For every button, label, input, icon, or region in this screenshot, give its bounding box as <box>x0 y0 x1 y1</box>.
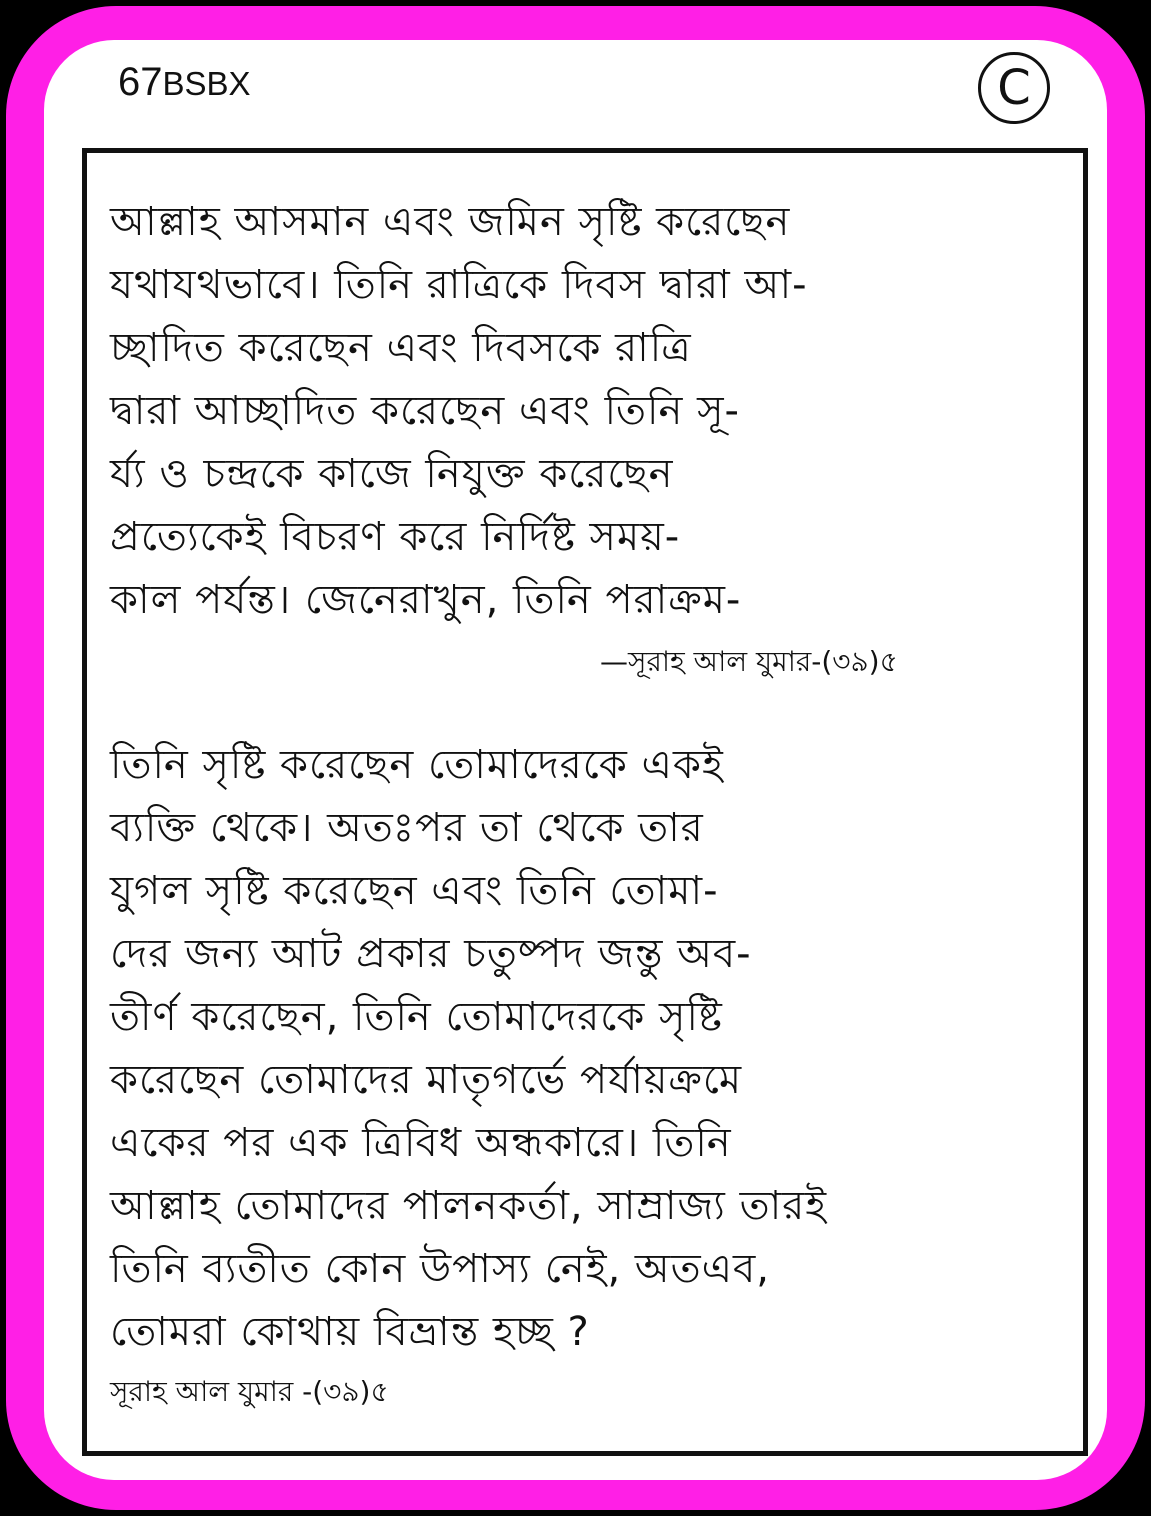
copyright-icon <box>978 52 1050 124</box>
passage-2-line: তিনি সৃষ্টি করেছেন তোমাদেরকে একই <box>110 742 724 788</box>
passage-2-line: করেছেন তোমাদের মাতৃগর্ভে পর্যায়ক্রমে <box>110 1057 743 1103</box>
passage-2-line: আল্লাহ তোমাদের পালনকর্তা, সাম্রাজ্য তারই <box>110 1183 828 1229</box>
passage-2-line: তীর্ণ করেছেন, তিনি তোমাদেরকে সৃষ্টি <box>110 994 723 1040</box>
passage-2-line: তোমরা কোথায় বিভ্রান্ত হচ্ছ ? <box>110 1309 590 1355</box>
passage-1-line: প্রত্যেকেই বিচরণ করে নির্দিষ্ট সময়- <box>110 514 681 560</box>
passage-2-line: ব্যক্তি থেকে। অতঃপর তা থেকে তার <box>110 805 704 851</box>
copyright-letter: C <box>997 60 1031 116</box>
passage-1-line: চ্ছাদিত করেছেন এবং দিবসকে রাত্রি <box>110 325 692 371</box>
card-code-suffix: BSBX <box>162 65 251 102</box>
passage-1-line: আল্লাহ আসমান এবং জমিন সৃষ্টি করেছেন <box>110 199 791 245</box>
passage-2-reference: সূরাহ আল যুমার -(৩৯)৫ <box>110 1375 389 1408</box>
passage-2-line: যুগল সৃষ্টি করেছেন এবং তিনি তোমা- <box>110 868 719 914</box>
passage-1-reference: —সূরাহ আল যুমার-(৩৯)৫ <box>600 645 898 678</box>
passage-2-line: একের পর এক ত্রিবিধ অন্ধকারে। তিনি <box>110 1120 732 1166</box>
passage-2-line: দের জন্য আট প্রকার চতুষ্পদ জন্তু অব- <box>110 931 752 977</box>
passage-1-line: কাল পর্যন্ত। জেনেরাখুন, তিনি পরাক্রম- <box>110 577 742 623</box>
passage-1-line: র্য্য ও চন্দ্রকে কাজে নিযুক্ত করেছেন <box>110 451 674 497</box>
passage-1-line: যথাযথভাবে। তিনি রাত্রিকে দিবস দ্বারা আ- <box>110 262 808 308</box>
card-code-number: 67 <box>118 60 163 104</box>
passage-2-line: তিনি ব্যতীত কোন উপাস্য নেই, অতএব, <box>110 1246 770 1292</box>
passage-1-line: দ্বারা আচ্ছাদিত করেছেন এবং তিনি সূ- <box>110 388 740 434</box>
card-code <box>118 62 251 102</box>
